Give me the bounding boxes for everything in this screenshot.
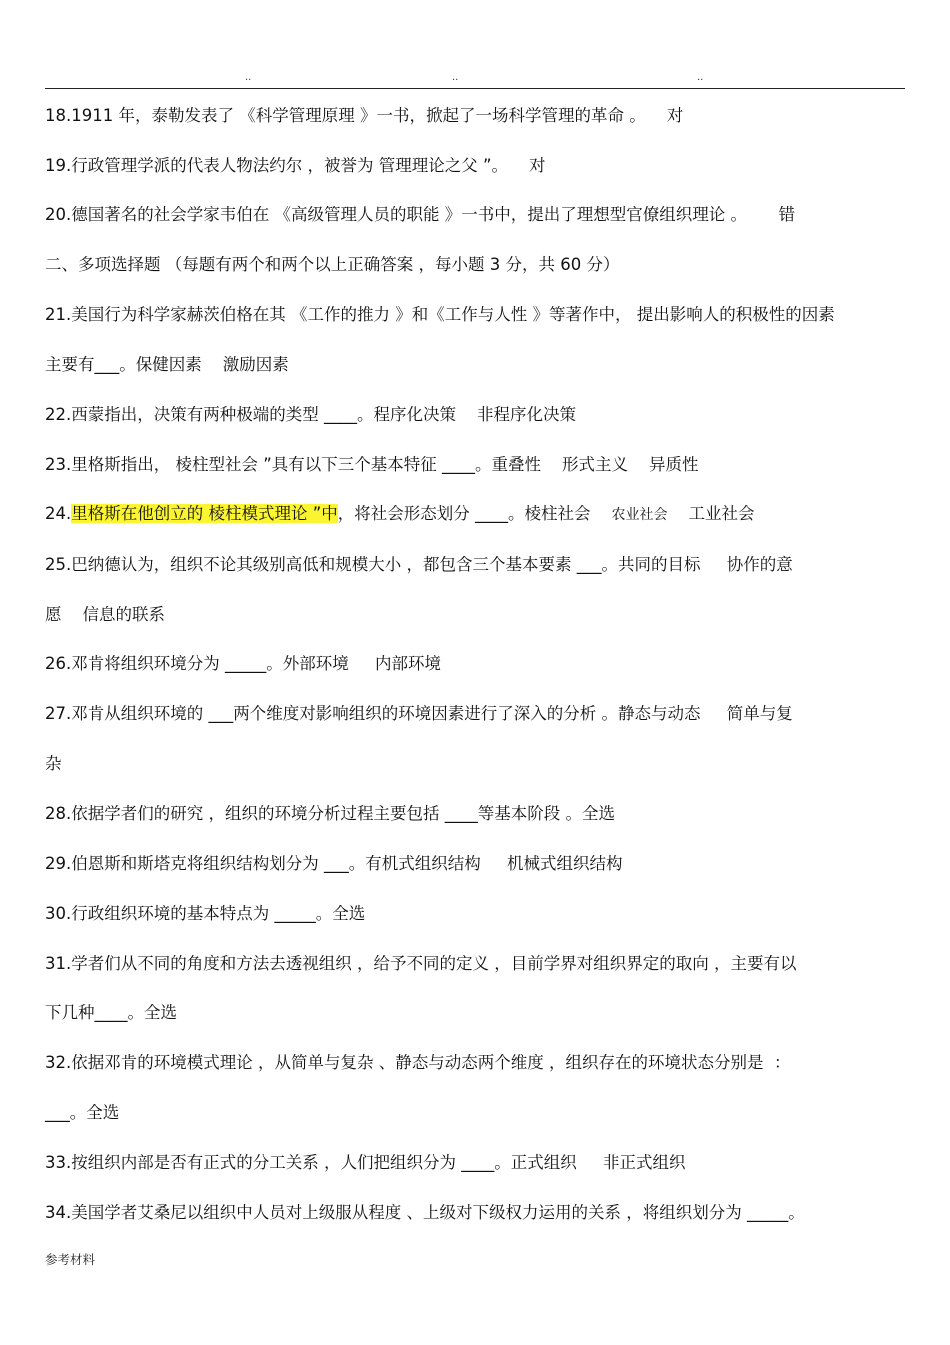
question-21-cont: 主要有___。保健因素 激励因素	[45, 355, 289, 374]
question-25: 25.巴纳德认为，组织不论其级别高低和规模大小 ，都包含三个基本要素 ___。共同的目标 协作的意	[45, 555, 793, 574]
question-31: 31.学者们从不同的角度和方法去透视组织 ，给予不同的定义 ，目前学界对组织界定的取向 ，主要有以	[45, 954, 797, 973]
question-20: 20.德国著名的社会学家韦伯在 《高级管理人员的职能 》一书中，提出了理想型官僚组织理论 。 错	[45, 205, 795, 224]
header-mark: ..	[452, 72, 459, 83]
question-32-cont: ___。全选	[45, 1103, 120, 1122]
header-rule	[45, 88, 905, 89]
question-25-cont: 愿 信息的联系	[45, 605, 165, 624]
header-mark: ..	[697, 72, 704, 83]
footer-label: 参考材料	[45, 1252, 96, 1267]
question-33: 33.按组织内部是否有正式的分工关系 ，人们把组织分为 ____。正式组织 非正式组织	[45, 1153, 686, 1172]
question-29: 29.伯恩斯和斯塔克将组织结构划分为 ___。有机式组织结构 机械式组织结构	[45, 854, 623, 873]
question-30: 30.行政组织环境的基本特点为 _____。全选	[45, 904, 366, 923]
question-19: 19.行政管理学派的代表人物法约尔 ，被誉为 管理理论之父 ”。 对	[45, 156, 546, 175]
question-22: 22.西蒙指出，决策有两种极端的类型 ____。程序化决策 非程序化决策	[45, 405, 576, 424]
question-27-cont: 杂	[45, 754, 62, 773]
question-24: 24.里格斯在他创立的 棱柱模式理论 ”中，将社会形态划分 ____。棱柱社会 农业社会 工业社会	[45, 504, 755, 523]
question-28: 28.依据学者们的研究 ，组织的环境分析过程主要包括 ____等基本阶段 。全选	[45, 804, 615, 823]
question-23: 23.里格斯指出， 棱柱型社会 ”具有以下三个基本特征 ____。重叠性 形式主义 异质性	[45, 455, 699, 474]
question-34: 34.美国学者艾桑尼以组织中人员对上级服从程度 、上级对下级权力运用的关系 ，将组织划分为 _____。	[45, 1203, 805, 1222]
section-heading: 二、多项选择题 （每题有两个和两个以上正确答案 ，每小题 3 分，共 60 分）	[45, 255, 620, 274]
question-31-cont: 下几种____。全选	[45, 1003, 177, 1022]
question-21: 21.美国行为科学家赫茨伯格在其 《工作的推力 》和《工作与人性 》等著作中， 提出影响人的积极性的因素	[45, 305, 835, 324]
header-mark: ..	[245, 72, 252, 83]
question-26: 26.邓肯将组织环境分为 _____。外部环境 内部环境	[45, 654, 441, 673]
question-27: 27.邓肯从组织环境的 ___两个维度对影响组织的环境因素进行了深入的分析 。静态与动态 简单与复	[45, 704, 793, 723]
question-32: 32.依据邓肯的环境模式理论 ，从简单与复杂 、静态与动态两个维度 ，组织存在的环境状态分别是 ：	[45, 1053, 791, 1072]
highlighted-text: 里格斯在他创立的 棱柱模式理论 ”中	[71, 504, 338, 523]
question-18: 18.1911 年，泰勒发表了 《科学管理原理 》一书，掀起了一场科学管理的革命 。 对	[45, 106, 684, 125]
